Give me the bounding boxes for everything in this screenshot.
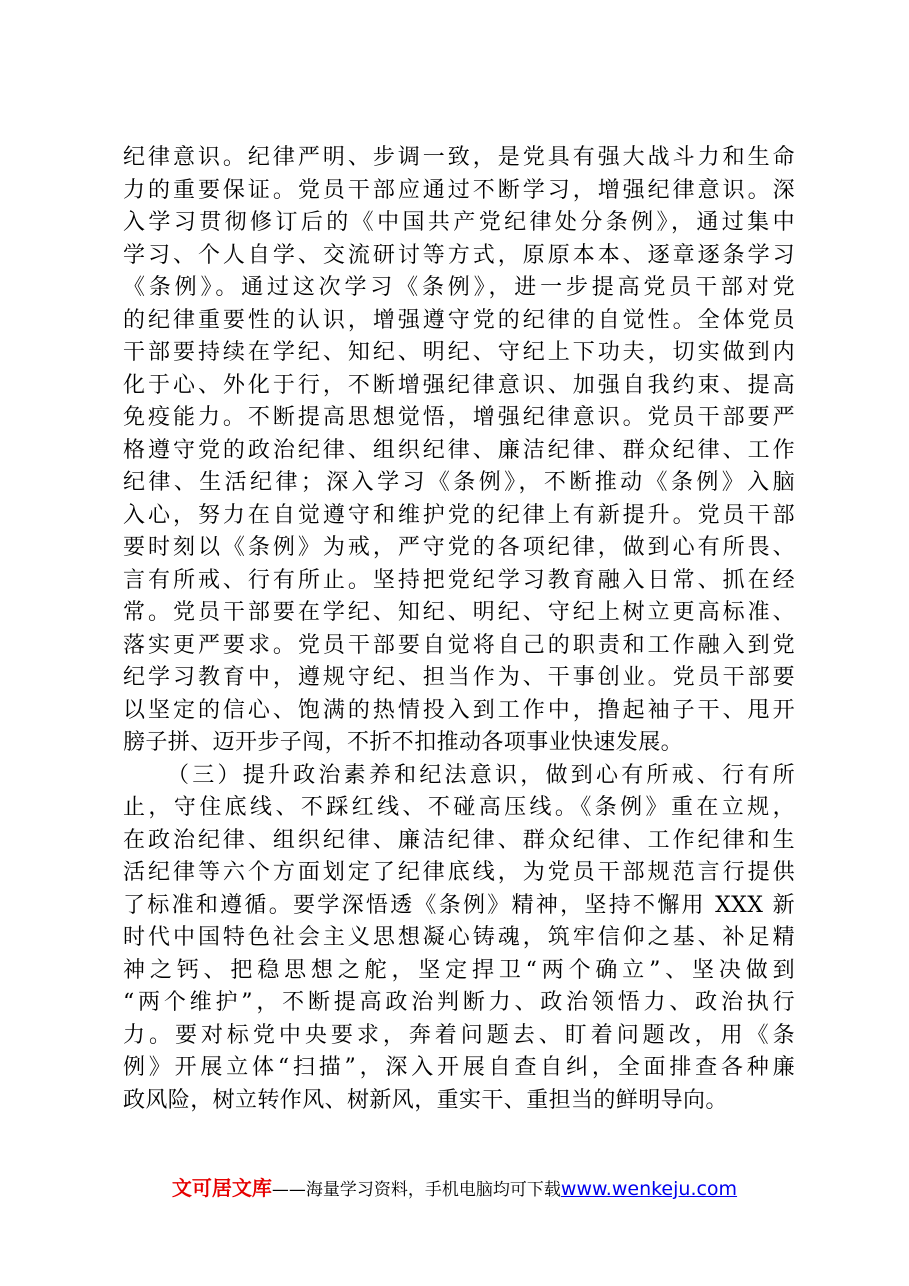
text-line: 力的重要保证。党员干部应通过不断学习，增强纪律意识。深 (123, 177, 795, 203)
text-line: 纪律、生活纪律；深入学习《条例》，不断推动《条例》入脑 (123, 470, 795, 495)
paragraph-end-line: 膀子拼、迈开步子闯，不折不扣推动各项事业快速发展。 (123, 730, 684, 755)
footer-banner (0, 1172, 909, 1201)
text-line: “两个维护”，不断提高政治判断力、政治领悟力、政治执行 (123, 990, 795, 1015)
text-line: 神之钙、把稳思想之舵，坚定捍卫“两个确立”、坚决做到 (123, 957, 795, 983)
text-line: 止，守住底线、不踩红线、不碰高压线。《条例》重在立规， (123, 795, 795, 820)
text-line: 言有所戒、行有所止。坚持把党纪学习教育融入日常、抓在经 (123, 567, 795, 593)
text-line: 在政治纪律、组织纪律、廉洁纪律、群众纪律、工作纪律和生 (123, 827, 795, 853)
text-line: 纪律意识。纪律严明、步调一致，是党具有强大战斗力和生命 (123, 145, 795, 170)
document-body (123, 142, 795, 1117)
footer-url-link[interactable]: www.wenkeju.com (560, 1178, 738, 1200)
text-line: 例》开展立体“扫描”，深入开展自查自纠，全面排查各种廉 (123, 1055, 795, 1080)
text-line: 纪学习教育中，遵规守纪、担当作为、干事创业。党员干部要 (123, 665, 795, 690)
footer-tagline: ——海量学习资料，手机电脑均可下载 (271, 1180, 561, 1200)
text-line: 化于心、外化于行，不断增强纪律意识、加强自我约束、提高 (123, 372, 795, 398)
text-line: 入学习贯彻修订后的《中国共产党纪律处分条例》，通过集中 (123, 210, 795, 235)
text-line: 免疫能力。不断提高思想觉悟，增强纪律意识。党员干部要严 (123, 405, 795, 430)
text-line: 以坚定的信心、饱满的热情投入到工作中，撸起袖子干、甩开 (123, 697, 795, 723)
text-line: 《条例》。通过这次学习《条例》，进一步提高党员干部对党 (123, 275, 795, 300)
text-line: 了标准和遵循。要学深悟透《条例》精神，坚持不懈用 XXX 新 (123, 892, 795, 918)
text-line: 时代中国特色社会主义思想凝心铸魂，筑牢信仰之基、补足精 (123, 925, 795, 950)
text-line: 格遵守党的政治纪律、组织纪律、廉洁纪律、群众纪律、工作 (123, 437, 795, 463)
text-line: 的纪律重要性的认识，增强遵守党的纪律的自觉性。全体党员 (123, 307, 795, 333)
text-line: 力。要对标党中央要求，奔着问题去、盯着问题改，用《条 (123, 1022, 795, 1048)
text-line: 常。党员干部要在学纪、知纪、明纪、守纪上树立更高标准、 (123, 600, 795, 625)
text-line: 入心，努力在自觉遵守和维护党的纪律上有新提升。党员干部 (123, 502, 795, 528)
text-line: 落实更严要求。党员干部要自觉将自己的职责和工作融入到党 (123, 632, 795, 658)
text-line: 学习、个人自学、交流研讨等方式，原原本本、逐章逐条学习 (123, 242, 795, 268)
text-line: 政风险，树立转作风、树新风，重实干、重担当的鲜明导向。 (123, 1087, 728, 1113)
footer-brand: 文可居文库 (171, 1176, 272, 1200)
text-line: 活纪律等六个方面划定了纪律底线，为党员干部规范言行提供 (123, 860, 795, 885)
section-heading-line: （三）提升政治素养和纪法意识，做到心有所戒、行有所 (167, 762, 795, 788)
text-line: 要时刻以《条例》为戒，严守党的各项纪律，做到心有所畏、 (123, 535, 795, 560)
text-line: 干部要持续在学纪、知纪、明纪、守纪上下功夫，切实做到内 (123, 340, 795, 365)
